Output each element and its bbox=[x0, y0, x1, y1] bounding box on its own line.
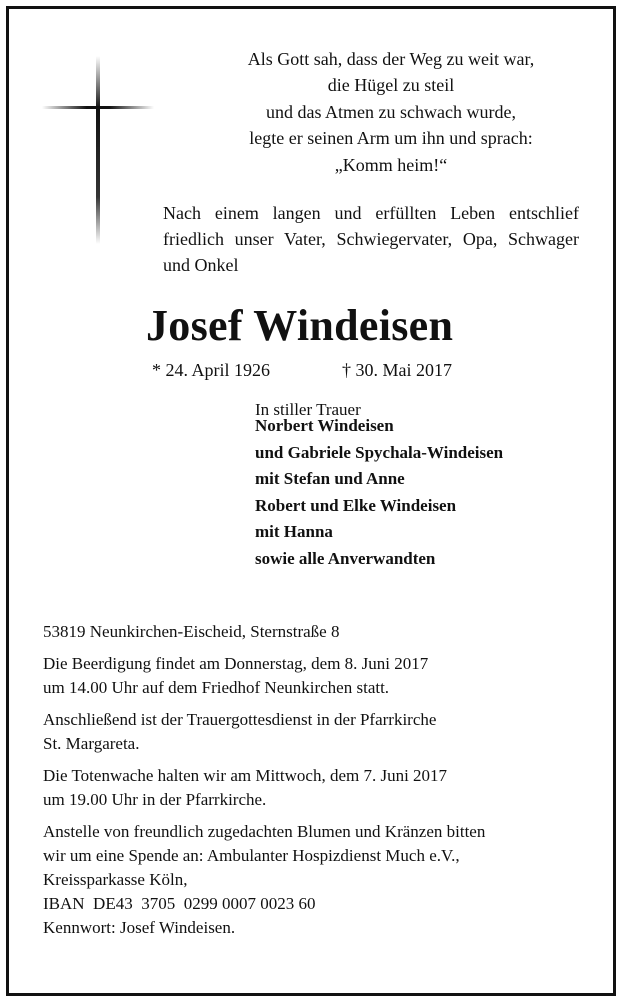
address: 53819 Neunkirchen-Eischeid, Sternstraße 8 bbox=[43, 622, 340, 641]
poem-line: und das Atmen zu schwach wurde, bbox=[266, 101, 516, 122]
donation-line: Kreissparkasse Köln, bbox=[43, 870, 188, 889]
mourning-intro: In stiller Trauer bbox=[255, 400, 361, 419]
poem-line: Als Gott sah, dass der Weg zu weit war, bbox=[247, 49, 535, 69]
iban: IBAN DE43 3705 0299 0007 0023 60 bbox=[43, 894, 316, 913]
family-member: Norbert Windeisen bbox=[255, 416, 394, 435]
poem-line: „Komm heim!“ bbox=[334, 154, 448, 175]
funeral-info bbox=[43, 620, 583, 948]
family-member: sowie alle Anverwandten bbox=[255, 548, 436, 568]
family-member: mit Hanna bbox=[255, 522, 333, 541]
family-member: Robert und Elke Windeisen bbox=[255, 495, 457, 515]
poem bbox=[210, 46, 572, 178]
family-member: und Gabriele Spychala-Windeisen bbox=[255, 442, 504, 462]
service-line: St. Margareta. bbox=[43, 734, 140, 753]
intro-text: Nach einem langen und erfüllten Leben entschlief friedlich unser Vater, Schwiegervater, Opa, Schwager und Onkel bbox=[163, 203, 579, 275]
funeral-line: Die Beerdigung findet am Donnerstag, dem 8. Juni 2017 bbox=[43, 654, 429, 673]
poem-line: legte er seinen Arm um ihn und sprach: bbox=[249, 128, 533, 149]
wake-line: Die Totenwache halten wir am Mittwoch, dem 7. Juni 2017 bbox=[43, 766, 448, 785]
deceased-name: Josef Windeisen bbox=[146, 301, 454, 350]
donation-line: Anstelle von freundlich zugedachten Blumen und Kränzen bitten bbox=[43, 822, 486, 841]
family-member: mit Stefan und Anne bbox=[255, 469, 405, 488]
donation-line: wir um eine Spende an: Ambulanter Hospizdienst Much e.V., bbox=[43, 846, 460, 865]
service-line: Anschließend ist der Trauergottesdienst in der Pfarrkirche bbox=[43, 710, 437, 729]
donation-keyword: Kennwort: Josef Windeisen. bbox=[43, 918, 236, 937]
death-date: † 30. Mai 2017 bbox=[342, 360, 452, 380]
wake-line: um 19.00 Uhr in der Pfarrkirche. bbox=[43, 790, 267, 809]
cross-icon bbox=[40, 50, 160, 250]
poem-line: die Hügel zu steil bbox=[327, 75, 455, 96]
birth-date: * 24. April 1926 bbox=[152, 360, 271, 380]
family-list bbox=[255, 413, 503, 572]
funeral-line: um 14.00 Uhr auf dem Friedhof Neunkirchen statt. bbox=[43, 678, 390, 697]
